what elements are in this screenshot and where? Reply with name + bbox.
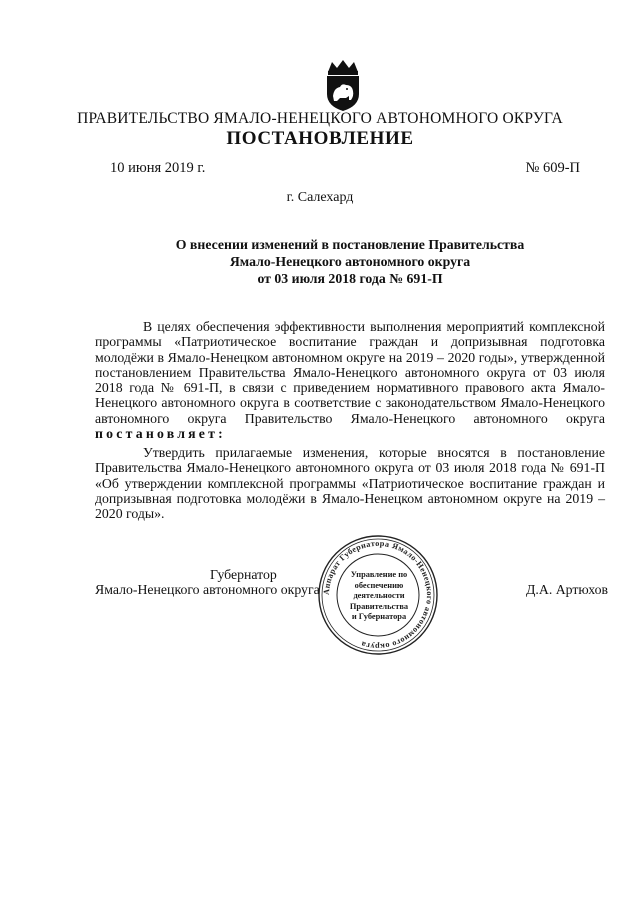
- document-type: ПОСТАНОВЛЕНИЕ: [226, 128, 414, 149]
- stamp-line: деятельности: [353, 591, 405, 600]
- document-number: № 609-П: [525, 160, 580, 176]
- signatory-name: Д.А. Артюхов: [526, 582, 608, 597]
- document-date: 10 июня 2019 г.: [110, 160, 206, 176]
- body-paragraph-1: [95, 319, 605, 441]
- title-line-3: от 03 июля 2018 года № 691-П: [257, 271, 443, 286]
- organization-name: ПРАВИТЕЛЬСТВО ЯМАЛО-НЕНЕЦКОГО АВТОНОМНОГО ОКРУГА: [77, 110, 563, 127]
- stamp-line: Правительства: [349, 601, 409, 611]
- resolves-keyword: постановляет:: [95, 426, 226, 442]
- stamp-ring-text: Аппарат Губернатора Ямало-Ненецкого автономного округа: [321, 538, 435, 652]
- paragraph-1-text: В целях обеспечения эффективности выполнения мероприятий комплексной программы «Патриотическое воспитание граждан и допризывная подготовка молодёжи в Ямало-Ненецком автономном округе на 2019 – 2020 годы», утвержденной постановлением Правительства Ямало-Ненецкого автономного округа от 03 июля 2018 года № 691-П, в связи с приведением нормативного правового акта Ямало-Ненецкого автономного округа в соответствие с законодательством Ямало-Ненецкого автономного округа Правительство Ямало-Ненецкого автономного округа: [95, 319, 605, 426]
- stamp-line: и Губернатора: [351, 612, 407, 621]
- signatory-title: Губернатор: [210, 567, 277, 582]
- document-title: [120, 236, 580, 287]
- title-line-1: О внесении изменений в постановление Правительства: [175, 237, 525, 252]
- stamp-line: обеспечению: [354, 580, 404, 590]
- signatory-region: Ямало-Ненецкого автономного округа: [95, 582, 320, 597]
- stamp-line: Управление по: [350, 570, 408, 579]
- stamp-center-text: [334, 570, 424, 623]
- body-paragraph-2: Утвердить прилагаемые изменения, которые вносятся в постановление Правительства Ямало-Ненецкого автономного округа от 03 июля 2018 года № 691-П «Об утверждении комплексной программы «Патриотическое воспитание граждан и допризывная подготовка молодёжи в Ямало-Ненецком автономном округе на 2019 – 2020 годы».: [95, 445, 605, 522]
- title-line-2: Ямало-Ненецкого автономного округа: [229, 254, 471, 269]
- bear-coat-of-arms-icon: [322, 58, 364, 112]
- document-city: г. Салехард: [286, 190, 354, 205]
